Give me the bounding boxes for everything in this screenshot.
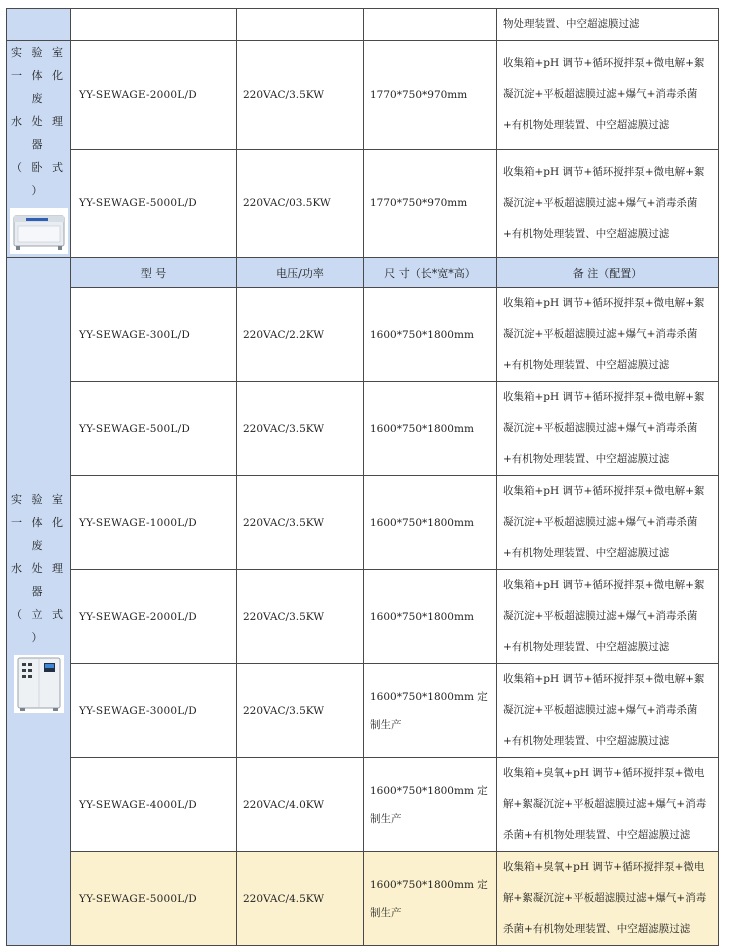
note-cell: 收集箱+pH 调节+循环搅拌泵+微电解+絮凝沉淀+平板超滤膜过滤+爆气+消毒杀菌+有机物处理装置、中空超滤膜过滤 — [497, 476, 719, 570]
size-cell: 1770*750*970mm — [364, 149, 497, 258]
size-cell: 1600*750*1800mm 定制生产 — [364, 664, 497, 758]
power-cell: 220VAC/4.5KW — [237, 852, 364, 946]
model-cell: YY-SEWAGE-2000L/D — [71, 41, 237, 150]
size-cell: 1600*750*1800mm — [364, 476, 497, 570]
model-cell: YY-SEWAGE-500L/D — [71, 382, 237, 476]
category-label-line: （ 立 式 ） — [11, 607, 66, 644]
power-cell: 220VAC/4.0KW — [237, 758, 364, 852]
category-label-line: 一 体 化 废 — [11, 515, 66, 552]
note-cell: 收集箱+臭氧+pH 调节+循环搅拌泵+微电解+絮凝沉淀+平板超滤膜过滤+爆气+消毒杀菌+有机物处理装置、中空超滤膜过滤 — [497, 852, 719, 946]
note-cell: 物处理装置、中空超滤膜过滤 — [497, 9, 719, 41]
continued-row — [7, 9, 719, 41]
category-label-line: 水 处 理 器 — [11, 115, 66, 151]
note-cell: 收集箱+pH 调节+循环搅拌泵+微电解+絮凝沉淀+平板超滤膜过滤+爆气+消毒杀菌+有机物处理装置、中空超滤膜过滤 — [497, 382, 719, 476]
power-cell: 220VAC/3.5KW — [237, 570, 364, 664]
horizontal-wastewater-machine-icon — [10, 208, 68, 254]
table-row — [7, 570, 719, 664]
power-cell: 220VAC/3.5KW — [237, 382, 364, 476]
note-cell: 收集箱+臭氧+pH 调节+循环搅拌泵+微电解+絮凝沉淀+平板超滤膜过滤+爆气+消毒杀菌+有机物处理装置、中空超滤膜过滤 — [497, 758, 719, 852]
table-header-row — [7, 258, 719, 288]
category-label-line: 实 验 室 — [11, 46, 66, 59]
category-vertical — [7, 258, 71, 946]
table-row — [7, 664, 719, 758]
product-spec-table — [6, 8, 719, 946]
table-row — [7, 382, 719, 476]
power-cell: 220VAC/3.5KW — [237, 664, 364, 758]
category-label-line: 水 处 理 器 — [11, 561, 66, 598]
model-cell: YY-SEWAGE-1000L/D — [71, 476, 237, 570]
note-cell: 收集箱+pH 调节+循环搅拌泵+微电解+絮凝沉淀+平板超滤膜过滤+爆气+消毒杀菌+有机物处理装置、中空超滤膜过滤 — [497, 664, 719, 758]
model-cell: YY-SEWAGE-300L/D — [71, 288, 237, 382]
power-cell: 220VAC/2.2KW — [237, 288, 364, 382]
table-row — [7, 288, 719, 382]
table-row-highlighted — [7, 852, 719, 946]
header-model: 型 号 — [71, 258, 237, 288]
vertical-wastewater-machine-icon — [14, 655, 64, 713]
table-row — [7, 476, 719, 570]
size-cell: 1600*750*1800mm — [364, 288, 497, 382]
category-cell-blank — [7, 9, 71, 41]
header-size: 尺 寸（长*宽*高） — [364, 258, 497, 288]
size-cell: 1600*750*1800mm — [364, 570, 497, 664]
model-cell: YY-SEWAGE-5000L/D — [71, 852, 237, 946]
note-cell: 收集箱+pH 调节+循环搅拌泵+微电解+絮凝沉淀+平板超滤膜过滤+爆气+消毒杀菌+有机物处理装置、中空超滤膜过滤 — [497, 41, 719, 150]
note-cell: 收集箱+pH 调节+循环搅拌泵+微电解+絮凝沉淀+平板超滤膜过滤+爆气+消毒杀菌+有机物处理装置、中空超滤膜过滤 — [497, 149, 719, 258]
table-row — [7, 149, 719, 258]
table-row — [7, 758, 719, 852]
header-power: 电压/功率 — [237, 258, 364, 288]
size-cell: 1600*750*1800mm — [364, 382, 497, 476]
category-horizontal — [7, 41, 71, 258]
power-cell: 220VAC/03.5KW — [237, 149, 364, 258]
category-label-line: 一 体 化 废 — [11, 69, 66, 105]
model-cell: YY-SEWAGE-3000L/D — [71, 664, 237, 758]
category-label-line: （ 卧 式 ） — [11, 161, 66, 197]
size-cell: 1600*750*1800mm 定制生产 — [364, 758, 497, 852]
model-cell: YY-SEWAGE-2000L/D — [71, 570, 237, 664]
category-label-line: 实 验 室 — [11, 492, 66, 506]
model-cell: YY-SEWAGE-5000L/D — [71, 149, 237, 258]
note-cell: 收集箱+pH 调节+循环搅拌泵+微电解+絮凝沉淀+平板超滤膜过滤+爆气+消毒杀菌+有机物处理装置、中空超滤膜过滤 — [497, 288, 719, 382]
size-cell: 1600*750*1800mm 定制生产 — [364, 852, 497, 946]
table-row — [7, 41, 719, 150]
power-cell: 220VAC/3.5KW — [237, 476, 364, 570]
note-cell: 收集箱+pH 调节+循环搅拌泵+微电解+絮凝沉淀+平板超滤膜过滤+爆气+消毒杀菌+有机物处理装置、中空超滤膜过滤 — [497, 570, 719, 664]
power-cell: 220VAC/3.5KW — [237, 41, 364, 150]
model-cell: YY-SEWAGE-4000L/D — [71, 758, 237, 852]
size-cell: 1770*750*970mm — [364, 41, 497, 150]
header-note: 备 注（配置） — [497, 258, 719, 288]
